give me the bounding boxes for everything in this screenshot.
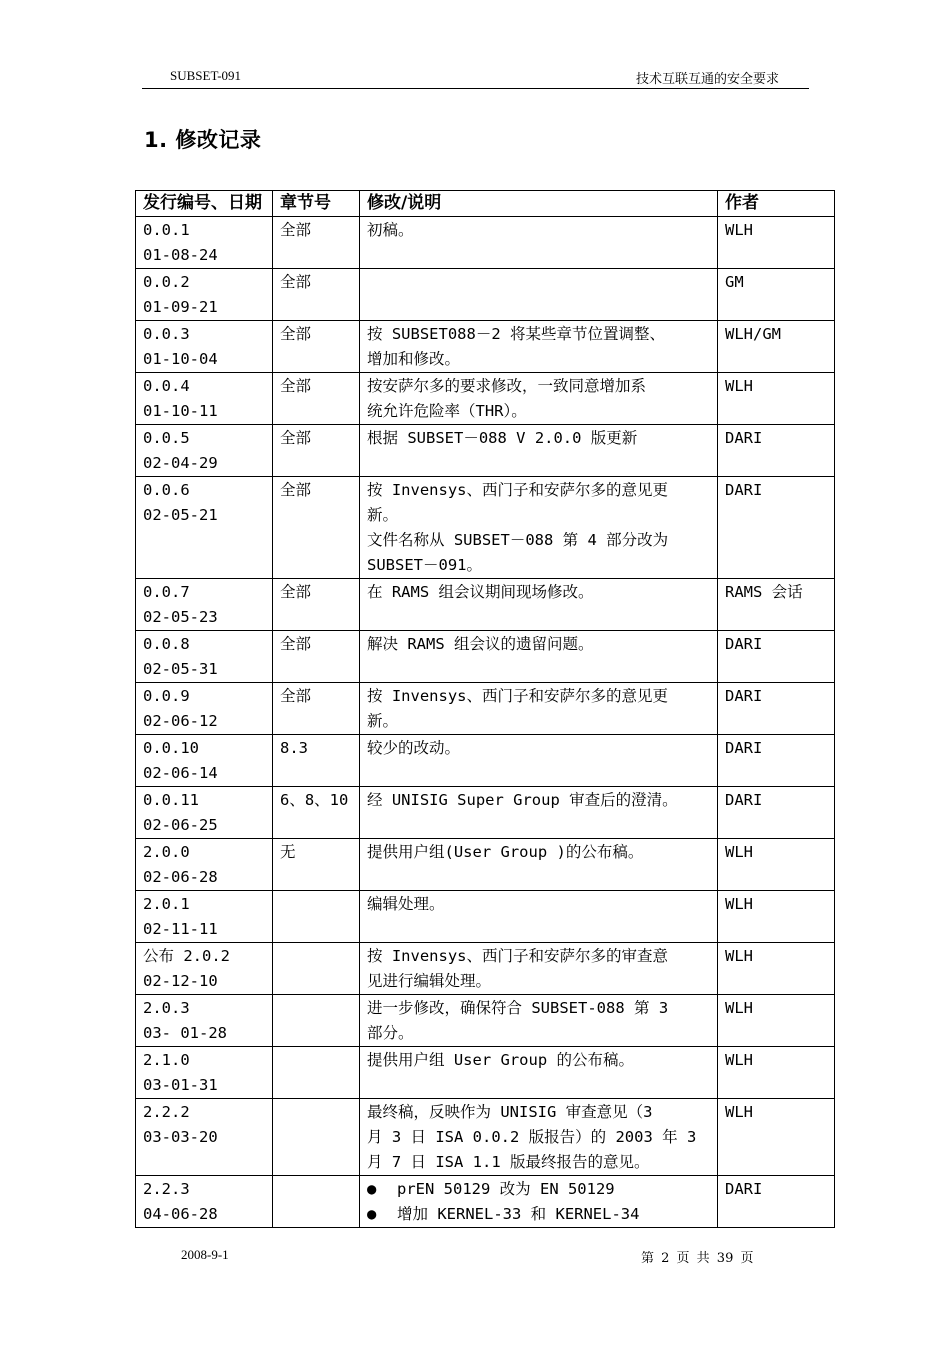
description-line: 新。 bbox=[367, 712, 399, 730]
table-row bbox=[136, 579, 835, 631]
cell-version-date bbox=[136, 839, 273, 891]
description-line: 根据 SUBSET－088 V 2.0.0 版更新 bbox=[367, 429, 638, 447]
bullet-text: prEN 50129 改为 EN 50129 bbox=[397, 1180, 615, 1198]
description-line: 月 7 日 ISA 1.1 版最终报告的意见。 bbox=[367, 1153, 650, 1171]
cell-version-date bbox=[136, 995, 273, 1047]
cell-section: 全部 bbox=[273, 321, 360, 373]
header-document-id: SUBSET-091 bbox=[170, 68, 242, 83]
cell-description bbox=[360, 579, 718, 631]
cell-version-date bbox=[136, 735, 273, 787]
version-number: 0.0.1 bbox=[143, 221, 190, 239]
table-row bbox=[136, 217, 835, 269]
version-number: 公布 2.0.2 bbox=[143, 947, 230, 965]
version-number: 0.0.6 bbox=[143, 481, 190, 499]
release-date: 02-06-28 bbox=[143, 868, 218, 886]
description-line: 月 3 日 ISA 0.0.2 版报告）的 2003 年 3 bbox=[367, 1128, 697, 1146]
table-body bbox=[136, 217, 835, 1228]
release-date: 01-08-24 bbox=[143, 246, 218, 264]
version-number: 0.0.9 bbox=[143, 687, 190, 705]
bullet-text: 增加 KERNEL-33 和 KERNEL-34 bbox=[397, 1205, 640, 1223]
cell-author: WLH bbox=[718, 943, 835, 995]
version-number: 0.0.8 bbox=[143, 635, 190, 653]
cell-section: 无 bbox=[273, 839, 360, 891]
cell-description bbox=[360, 891, 718, 943]
table-row bbox=[136, 1176, 835, 1228]
table-row bbox=[136, 425, 835, 477]
cell-description bbox=[360, 787, 718, 839]
cell-version-date bbox=[136, 683, 273, 735]
description-line: 新。 bbox=[367, 506, 399, 524]
bullet-dot-icon: ● bbox=[367, 1205, 377, 1223]
cell-author: WLH bbox=[718, 995, 835, 1047]
cell-section: 全部 bbox=[273, 477, 360, 579]
cell-author: WLH bbox=[718, 1047, 835, 1099]
cell-description bbox=[360, 839, 718, 891]
cell-section bbox=[273, 891, 360, 943]
cell-author: DARI bbox=[718, 631, 835, 683]
cell-version-date bbox=[136, 891, 273, 943]
cell-description bbox=[360, 269, 718, 321]
cell-description bbox=[360, 1099, 718, 1176]
cell-author: WLH bbox=[718, 217, 835, 269]
cell-version-date bbox=[136, 321, 273, 373]
version-number: 0.0.4 bbox=[143, 377, 190, 395]
cell-section bbox=[273, 995, 360, 1047]
release-date: 01-10-11 bbox=[143, 402, 218, 420]
release-date: 02-04-29 bbox=[143, 454, 218, 472]
cell-section: 全部 bbox=[273, 373, 360, 425]
cell-description bbox=[360, 1176, 718, 1228]
description-line: 进一步修改，确保符合 SUBSET-088 第 3 bbox=[367, 999, 669, 1017]
column-header-description: 修改/说明 bbox=[360, 191, 718, 217]
table-row bbox=[136, 787, 835, 839]
cell-version-date bbox=[136, 631, 273, 683]
cell-author: WLH bbox=[718, 373, 835, 425]
cell-version-date bbox=[136, 217, 273, 269]
cell-author: WLH/GM bbox=[718, 321, 835, 373]
description-line: 文件名称从 SUBSET－088 第 4 部分改为 bbox=[367, 531, 669, 549]
description-line: 按 SUBSET088－2 将某些章节位置调整、 bbox=[367, 325, 665, 343]
description-line: 增加和修改。 bbox=[367, 350, 461, 368]
cell-section: 6、8、10 bbox=[273, 787, 360, 839]
release-date: 01-10-04 bbox=[143, 350, 218, 368]
cell-version-date bbox=[136, 1047, 273, 1099]
description-line: SUBSET－091。 bbox=[367, 556, 482, 574]
release-date: 02-12-10 bbox=[143, 972, 218, 990]
cell-author: DARI bbox=[718, 735, 835, 787]
table-row bbox=[136, 321, 835, 373]
column-header-section: 章节号 bbox=[273, 191, 360, 217]
bullet-item bbox=[367, 1177, 710, 1202]
bullet-item bbox=[367, 1202, 710, 1227]
cell-section: 全部 bbox=[273, 579, 360, 631]
table-row bbox=[136, 683, 835, 735]
revision-table bbox=[135, 190, 835, 1228]
cell-version-date bbox=[136, 579, 273, 631]
release-date: 02-05-23 bbox=[143, 608, 218, 626]
cell-version-date bbox=[136, 373, 273, 425]
release-date: 01-09-21 bbox=[143, 298, 218, 316]
table-row bbox=[136, 943, 835, 995]
cell-description bbox=[360, 683, 718, 735]
version-number: 2.0.1 bbox=[143, 895, 190, 913]
release-date: 02-05-31 bbox=[143, 660, 218, 678]
cell-section bbox=[273, 1176, 360, 1228]
table-row bbox=[136, 631, 835, 683]
cell-section: 8.3 bbox=[273, 735, 360, 787]
table-row bbox=[136, 1099, 835, 1176]
release-date: 02-05-21 bbox=[143, 506, 218, 524]
cell-description bbox=[360, 631, 718, 683]
cell-section bbox=[273, 1099, 360, 1176]
release-date: 02-06-25 bbox=[143, 816, 218, 834]
release-date: 04-06-28 bbox=[143, 1205, 218, 1223]
header-rule bbox=[142, 88, 809, 89]
release-date: 02-06-12 bbox=[143, 712, 218, 730]
cell-description bbox=[360, 373, 718, 425]
cell-section: 全部 bbox=[273, 217, 360, 269]
table-row bbox=[136, 735, 835, 787]
description-line: 在 RAMS 组会议期间现场修改。 bbox=[367, 583, 594, 601]
cell-section bbox=[273, 1047, 360, 1099]
description-line: 最终稿，反映作为 UNISIG 审查意见（3 bbox=[367, 1103, 653, 1121]
cell-version-date bbox=[136, 1099, 273, 1176]
cell-section: 全部 bbox=[273, 631, 360, 683]
description-line: 按 Invensys、西门子和安萨尔多的审查意 bbox=[367, 947, 668, 965]
description-line: 较少的改动。 bbox=[367, 739, 461, 757]
description-line: 按 Invensys、西门子和安萨尔多的意见更 bbox=[367, 687, 668, 705]
section-heading: 1. 修改记录 bbox=[144, 128, 262, 152]
version-number: 0.0.11 bbox=[143, 791, 199, 809]
bullet-dot-icon: ● bbox=[367, 1180, 377, 1198]
table-row bbox=[136, 373, 835, 425]
cell-author: RAMS 会话 bbox=[718, 579, 835, 631]
cell-description bbox=[360, 735, 718, 787]
version-number: 2.2.3 bbox=[143, 1180, 190, 1198]
description-line: 解决 RAMS 组会议的遗留问题。 bbox=[367, 635, 594, 653]
cell-description bbox=[360, 425, 718, 477]
cell-description bbox=[360, 943, 718, 995]
column-header-version-date: 发行编号、日期 bbox=[136, 191, 273, 217]
table-row bbox=[136, 891, 835, 943]
cell-author: DARI bbox=[718, 1176, 835, 1228]
cell-section: 全部 bbox=[273, 269, 360, 321]
version-number: 2.0.3 bbox=[143, 999, 190, 1017]
cell-description bbox=[360, 1047, 718, 1099]
description-line: 提供用户组 User Group 的公布稿。 bbox=[367, 1051, 634, 1069]
footer-date: 2008-9-1 bbox=[181, 1247, 229, 1262]
cell-section: 全部 bbox=[273, 683, 360, 735]
version-number: 2.1.0 bbox=[143, 1051, 190, 1069]
table-header-row bbox=[136, 191, 835, 217]
description-line: 初稿。 bbox=[367, 221, 414, 239]
cell-version-date bbox=[136, 943, 273, 995]
cell-description bbox=[360, 217, 718, 269]
cell-author: DARI bbox=[718, 425, 835, 477]
release-date: 03-01-31 bbox=[143, 1076, 218, 1094]
description-line: 经 UNISIG Super Group 审查后的澄清。 bbox=[367, 791, 678, 809]
description-line: 提供用户组(User Group )的公布稿。 bbox=[367, 843, 644, 861]
cell-author: WLH bbox=[718, 839, 835, 891]
column-header-author: 作者 bbox=[718, 191, 835, 217]
version-number: 2.0.0 bbox=[143, 843, 190, 861]
description-line: 按安萨尔多的要求修改，一致同意增加系 bbox=[367, 377, 647, 395]
cell-version-date bbox=[136, 1176, 273, 1228]
cell-author: DARI bbox=[718, 477, 835, 579]
release-date: 02-06-14 bbox=[143, 764, 218, 782]
cell-section: 全部 bbox=[273, 425, 360, 477]
version-number: 0.0.3 bbox=[143, 325, 190, 343]
cell-description bbox=[360, 995, 718, 1047]
description-line: 按 Invensys、西门子和安萨尔多的意见更 bbox=[367, 481, 668, 499]
version-number: 2.2.2 bbox=[143, 1103, 190, 1121]
table-row bbox=[136, 995, 835, 1047]
version-number: 0.0.5 bbox=[143, 429, 190, 447]
version-number: 0.0.2 bbox=[143, 273, 190, 291]
cell-version-date bbox=[136, 787, 273, 839]
description-line: 编辑处理。 bbox=[367, 895, 445, 913]
version-number: 0.0.10 bbox=[143, 739, 199, 757]
release-date: 03-03-20 bbox=[143, 1128, 218, 1146]
description-line: 统允许危险率（THR）。 bbox=[367, 402, 527, 420]
header-document-title: 技术互联互通的安全要求 bbox=[635, 72, 779, 87]
table-row bbox=[136, 839, 835, 891]
version-number: 0.0.7 bbox=[143, 583, 190, 601]
cell-author: DARI bbox=[718, 683, 835, 735]
cell-author: WLH bbox=[718, 1099, 835, 1176]
cell-version-date bbox=[136, 425, 273, 477]
cell-author: DARI bbox=[718, 787, 835, 839]
cell-section bbox=[273, 943, 360, 995]
table-row bbox=[136, 269, 835, 321]
cell-description bbox=[360, 477, 718, 579]
description-line: 部分。 bbox=[367, 1024, 414, 1042]
table-row bbox=[136, 1047, 835, 1099]
table-row bbox=[136, 477, 835, 579]
footer-page-number: 第 2 页 共 39 页 bbox=[641, 1251, 754, 1266]
cell-description bbox=[360, 321, 718, 373]
cell-version-date bbox=[136, 477, 273, 579]
cell-author: WLH bbox=[718, 891, 835, 943]
cell-author: GM bbox=[718, 269, 835, 321]
release-date: 03- 01-28 bbox=[143, 1024, 227, 1042]
description-line: 见进行编辑处理。 bbox=[367, 972, 492, 990]
cell-version-date bbox=[136, 269, 273, 321]
release-date: 02-11-11 bbox=[143, 920, 218, 938]
